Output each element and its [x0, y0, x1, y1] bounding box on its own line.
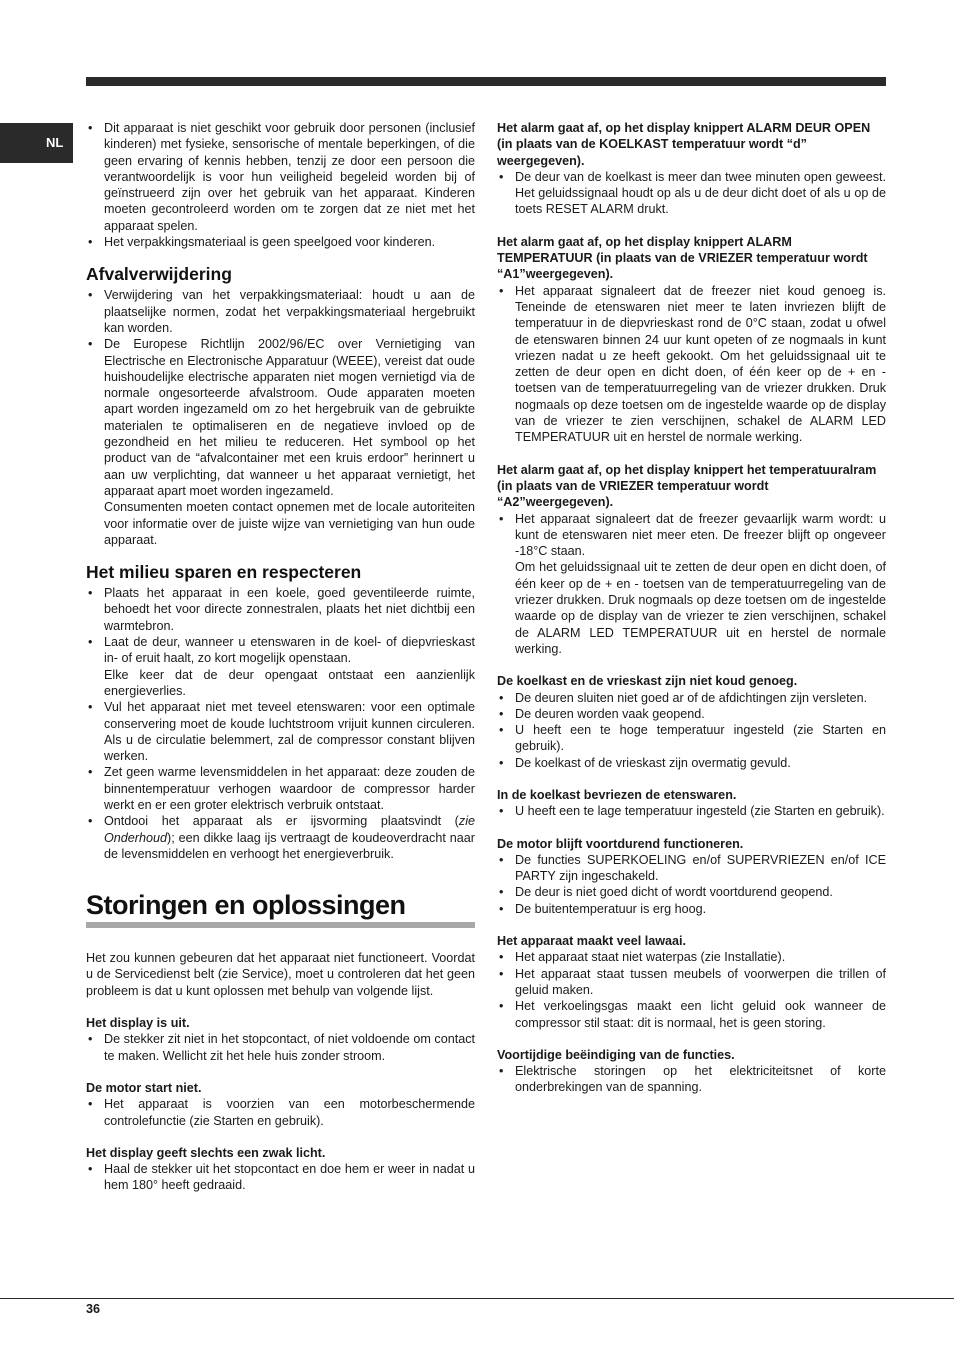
list-item: • Het apparaat staat tussen meubels of voorwerpen die trillen of geluid maken. — [497, 966, 886, 999]
problem-heading: De koelkast en de vrieskast zijn niet koud genoeg. — [497, 674, 798, 689]
solution-list — [497, 1063, 886, 1096]
problem-heading: Het alarm gaat af, op het display knippert ALARM TEMPERATUUR (in plaats van de VRIEZER temperatuur wordt “A1”weergegeven). — [497, 234, 868, 282]
solution-list — [497, 690, 886, 771]
solution-list — [497, 852, 886, 917]
problem-heading: In de koelkast bevriezen de etenswaren. — [497, 787, 737, 802]
list-item: • De stekker zit niet in het stopcontact, of niet voldoende om contact te maken. Wellicht zit het hele huis zonder stroom. — [86, 1031, 475, 1064]
footer-rule — [0, 1298, 954, 1299]
section-heading-milieu: Het milieu sparen en respecteren — [86, 562, 362, 583]
solution-list — [497, 803, 886, 819]
problem-heading: Voortijdige beëindiging van de functies. — [497, 1047, 735, 1062]
list-item: • De deuren sluiten niet goed ar of de afdichtingen zijn versleten. — [497, 690, 886, 706]
list-item: • U heeft een te lage temperatuur ingesteld (zie Starten en gebruik). — [497, 803, 886, 819]
problem-heading: Het alarm gaat af, op het display knippert het temperatuuralram (in plaats van de VRIEZER temperatuur wordt “A2”weergegeven). — [497, 462, 877, 510]
problem-heading: Het display geeft slechts een zwak licht. — [86, 1145, 326, 1160]
list-item: • Dit apparaat is niet geschikt voor gebruik door personen (inclusief kinderen) met fysieke, sensorische of mentale beperkingen, of die geen ervaring of kennis hebben, tenzij ze door een persoon die verantwoordelijk is voor hun veiligheid begeleid worden bij of geïnstrueerd zijn over het gebruik van het apparaat. Kinderen moeten gecontroleerd worden om te zorgen dat ze niet met het apparaat spelen. — [86, 120, 475, 234]
milieu-list-cont — [86, 699, 475, 862]
list-item: • De deuren worden vaak geopend. — [497, 706, 886, 722]
list-item-continuation: Elke keer dat de deur opengaat ontstaat een aanzienlijk energieverlies. — [104, 667, 475, 698]
page-number: 36 — [86, 1302, 101, 1316]
list-item: • Vul het apparaat niet met teveel etenswaren: voor een optimale conservering moet de koude luchtstroom vrijuit kunnen circuleren. Als u de circulatie belemmert, zal de compressor constant blijven werken. — [86, 699, 475, 764]
cross-reference: zie Onderhoud — [104, 814, 475, 845]
afval-list — [86, 287, 475, 499]
list-item: • Verwijdering van het verpakkingsmateriaal: houdt u aan de plaatselijke normen, zodat het verpakkingsmateriaal hergebruikt kan worden. — [86, 287, 475, 336]
list-item-continuation: Om het geluidssignaal uit te zetten de deur open en dicht doen, of één keer op de + en - toetsen van de temperatuurregeling van de vriezer drukken. Druk nogmaals op deze toetsen om de ingestelde waarde op de display van de vriezer te zien verschijnen, schakel de ALARM LED TEMPERATUUR uit en herstel de normale werking. — [515, 560, 886, 656]
solution-list — [86, 1161, 475, 1194]
list-item: • De deur van de koelkast is meer dan twee minuten open geweest. Het geluidssignaal houdt op als u de deur dicht doet of als u op de toets RESET ALARM drukt. — [497, 169, 886, 218]
problem-heading: Het apparaat maakt veel lawaai. — [497, 934, 687, 949]
header-rule — [86, 77, 886, 86]
list-item-text: Ontdooi het apparaat als er ijsvorming plaatsvindt ( — [104, 814, 459, 829]
list-item: • Het apparaat is voorzien van een motorbeschermende controlefunctie (zie Starten en gebruik). — [86, 1096, 475, 1129]
list-item: • De Europese Richtlijn 2002/96/EC over Vernietiging van Electrische en Electronische Apparatuur (WEEE), vereist dat oude huishoudelijke electrische apparaten niet mogen vernietigd via de normale ongesorteerde afvalstroom. Oude apparaten moeten apart worden ingezameld om zo het hergebruik van de gebruikte materialen te optimaliseren en de negatieve invloed op de gezondheid en het milieu te reduceren. Het symbool op het product van de “afvalcontainer met een kruis erdoor” herinnert u aan uw verplichting, dat wanneer u het apparaat vernietigt, het apparaat apart moet worden ingezameld. — [86, 336, 475, 499]
chapter-title-underline — [86, 922, 475, 928]
list-item: • Het apparaat signaleert dat de freezer niet koud genoeg is. Teneinde de etenswaren niet meer te laten invriezen blijft de temperatuur in de diepvrieskast rond de 0°C staan, zodat u ofwel de etenswaren binnen 24 uur kunt opeten of ze nogmaals in kunt vriezen nadat u ze heeft gekookt. Om het geluidssignaal uit te zetten de deur open en dicht doen, of één keer op de + en - toetsen van de temperatuurregeling van de vriezer drukken. Druk nogmaals op deze toetsen om de ingestelde waarde op de display van de vriezer te zien verschijnen, schakel de ALARM LED TEMPERATUUR uit en herstel de normale werking. — [497, 283, 886, 446]
list-item: • Het verpakkingsmateriaal is geen speelgoed voor kinderen. — [86, 234, 475, 250]
chapter-title: Storingen en oplossingen — [86, 890, 406, 921]
problem-heading: Het display is uit. — [86, 1016, 190, 1031]
list-item: • De koelkast of de vrieskast zijn overmatig gevuld. — [497, 755, 886, 771]
problem-heading: Het alarm gaat af, op het display knippert ALARM DEUR OPEN (in plaats van de KOELKAST temperatuur wordt “d” weergegeven). — [497, 121, 871, 168]
problem-heading: De motor blijft voortdurend functioneren. — [497, 836, 744, 851]
solution-list — [497, 949, 886, 1030]
list-item-continuation: Consumenten moeten contact opnemen met de locale autoriteiten voor informatie over de juiste wijze van vernietiging van hun oude apparaat. — [104, 500, 475, 547]
chapter-intro: Het zou kunnen gebeuren dat het apparaat niet functioneert. Voordat u de Servicedienst belt (zie Service), moet u controleren dat het geen probleem is dat u kunt oplossen met behulp van volgende lijst. — [86, 951, 475, 998]
solution-list — [497, 511, 886, 560]
list-item: • De deur is niet goed dicht of wordt voortdurend geopend. — [497, 884, 886, 900]
list-item: • Laat de deur, wanneer u etenswaren in de koel- of diepvrieskast in- of eruit haalt, zo kort mogelijk openstaan. — [86, 634, 475, 667]
list-item: • Het apparaat signaleert dat de freezer gevaarlijk warm wordt: u kunt de etenswaren niet meer eten. De freezer blijft op ongeveer -18°C staan. — [497, 511, 886, 560]
section-heading-afvalverwijdering: Afvalverwijdering — [86, 264, 232, 285]
list-item: • De buitentemperatuur is erg hoog. — [497, 901, 886, 917]
list-item: • U heeft een te hoge temperatuur ingesteld (zie Starten en gebruik). — [497, 722, 886, 755]
list-item: • Elektrische storingen op het elektriciteitsnet of korte onderbrekingen van de spanning. — [497, 1063, 886, 1096]
list-item — [86, 813, 475, 862]
solution-list — [86, 1031, 475, 1064]
solution-list — [86, 1096, 475, 1129]
solution-list — [497, 283, 886, 446]
list-item: • Het verkoelingsgas maakt een licht geluid ook wanneer de compressor stil staat: dit is normaal, het is geen storing. — [497, 998, 886, 1031]
list-item: • Haal de stekker uit het stopcontact en doe hem er weer in nadat u hem 180° heeft gedraaid. — [86, 1161, 475, 1194]
right-column — [497, 120, 886, 1096]
list-item: • Zet geen warme levensmiddelen in het apparaat: deze zouden de binnentemperatuur verhogen waardoor de compressor harder werkt en er een groter elektrisch verbruik ontstaat. — [86, 764, 475, 813]
language-tab: NL — [0, 123, 73, 163]
intro-list — [86, 120, 475, 250]
list-item-text: ); een dikke laag ijs vertraagt de koudeoverdracht naar de levensmiddelen en verhoogt het energieverbruik. — [104, 830, 475, 861]
list-item: • Plaats het apparaat in een koele, goed geventileerde ruimte, behoedt het voor directe zonnestralen, plaats het niet dichtbij een warmtebron. — [86, 585, 475, 634]
solution-list — [497, 169, 886, 218]
left-column — [86, 120, 475, 1194]
milieu-list — [86, 585, 475, 666]
list-item: • De functies SUPERKOELING en/of SUPERVRIEZEN en/of ICE PARTY zijn ingeschakeld. — [497, 852, 886, 885]
problem-heading: De motor start niet. — [86, 1080, 202, 1095]
list-item: • Het apparaat staat niet waterpas (zie Installatie). — [497, 949, 886, 965]
